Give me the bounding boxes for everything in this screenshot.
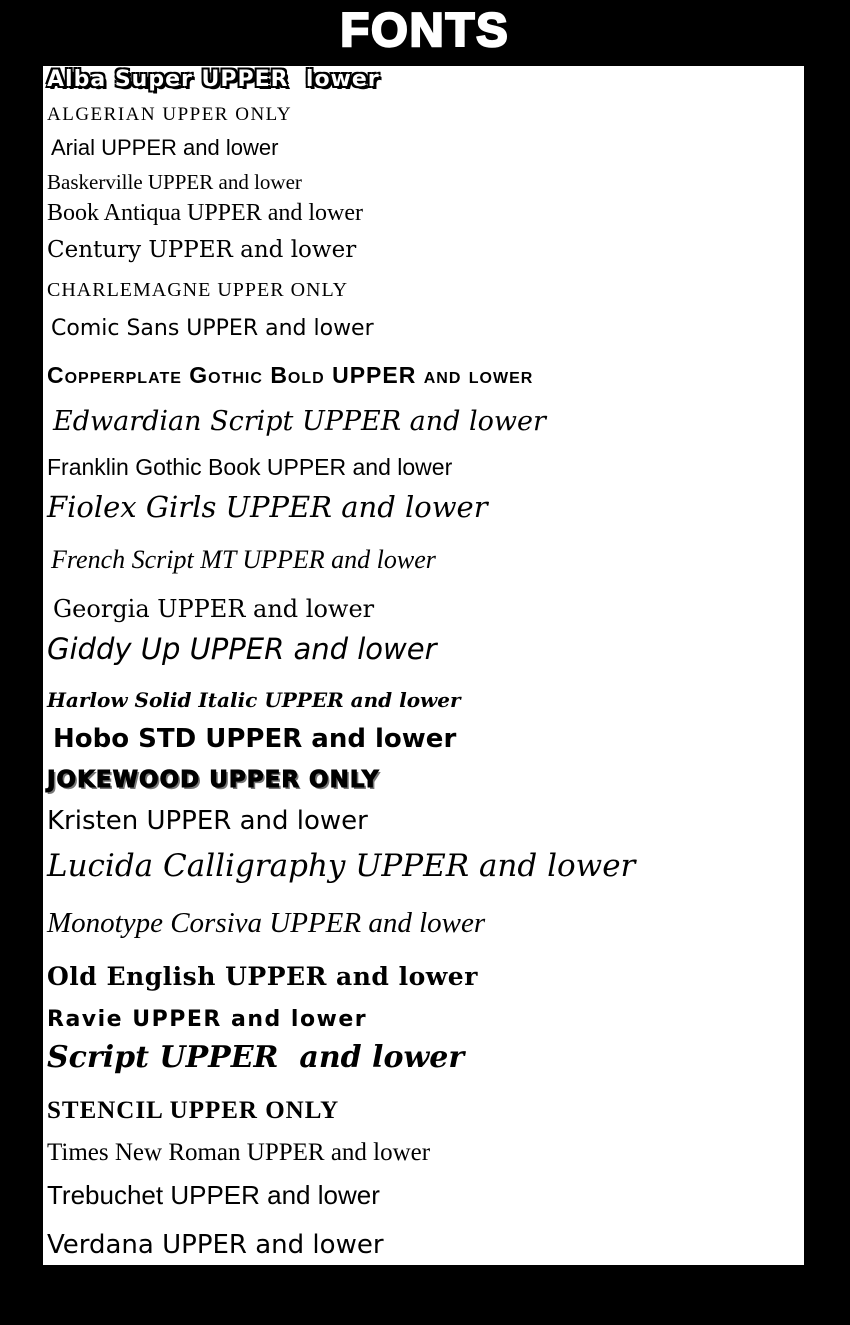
font-line-lucida-calligraphy: Lucida Calligraphy UPPER and lower — [47, 848, 636, 884]
font-line-algerian: ALGERIAN UPPER ONLY — [47, 104, 293, 125]
font-line-hobo-std: Hobo STD UPPER and lower — [53, 724, 457, 754]
font-line-script: Script UPPER and lower — [47, 1040, 465, 1075]
font-line-verdana: Verdana UPPER and lower — [47, 1230, 384, 1260]
font-line-georgia: Georgia UPPER and lower — [53, 595, 375, 623]
font-line-trebuchet: Trebuchet UPPER and lower — [47, 1180, 380, 1210]
font-line-fiolex-girls: Fiolex Girls UPPER and lower — [47, 490, 488, 524]
font-line-franklin-gothic-book: Franklin Gothic Book UPPER and lower — [47, 454, 453, 480]
font-line-comic-sans: Comic Sans UPPER and lower — [51, 316, 374, 341]
font-line-monotype-corsiva: Monotype Corsiva UPPER and lower — [47, 907, 486, 939]
font-line-stencil: STENCIL UPPER ONLY — [47, 1097, 340, 1124]
font-line-copperplate-gothic-bold: Copperplate Gothic Bold UPPER and lower — [47, 362, 534, 388]
font-line-times-new-roman: Times New Roman UPPER and lower — [47, 1139, 431, 1166]
font-line-book-antiqua: Book Antiqua UPPER and lower — [47, 200, 363, 226]
page-title: FONTS — [340, 3, 510, 56]
font-line-giddy-up: Giddy Up UPPER and lower — [47, 632, 437, 666]
font-line-alba-super: Alba Super UPPER lower — [47, 67, 380, 92]
font-line-baskerville: Baskerville UPPER and lower — [47, 170, 302, 194]
font-line-ravie: Ravie UPPER and lower — [47, 1007, 368, 1032]
font-line-edwardian-script: Edwardian Script UPPER and lower — [53, 406, 546, 437]
font-line-jokewood: JOKEWOOD UPPER ONLY — [47, 767, 380, 793]
font-line-french-script-mt: French Script MT UPPER and lower — [51, 545, 436, 574]
font-line-old-english: Old English UPPER and lower — [47, 962, 478, 991]
font-line-harlow-solid-italic: Harlow Solid Italic UPPER and lower — [47, 688, 461, 712]
font-line-kristen: Kristen UPPER and lower — [47, 806, 368, 836]
font-line-arial: Arial UPPER and lower — [51, 135, 279, 160]
font-line-charlemagne: CHARLEMAGNE UPPER ONLY — [47, 279, 349, 301]
font-specimen-panel — [43, 66, 804, 1265]
font-line-century: Century UPPER and lower — [47, 237, 357, 263]
